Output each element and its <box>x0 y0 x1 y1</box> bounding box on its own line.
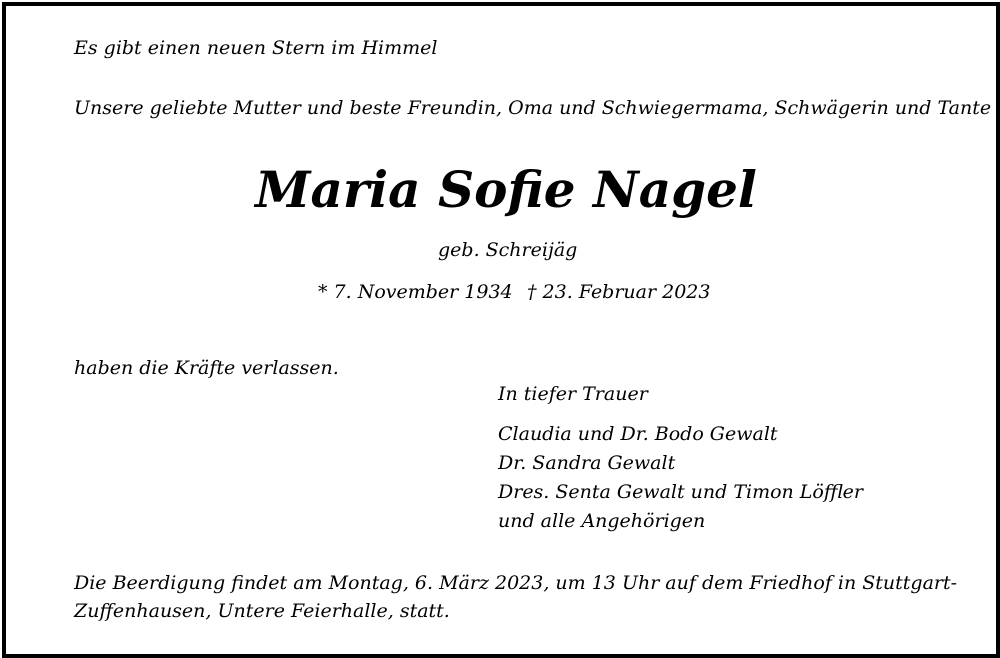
mourner-entry: und alle Angehörigen <box>498 510 706 532</box>
funeral-info-line-2: Zuffenhausen, Untere Feierhalle, statt. <box>74 600 450 622</box>
maiden-name: geb. Schreijäg <box>438 239 578 261</box>
closing-line: haben die Kräfte verlassen. <box>74 357 339 379</box>
deceased-name: Maria Sofie Nagel <box>255 160 757 219</box>
funeral-info-line-1: Die Beerdigung findet am Montag, 6. März 2023, um 13 Uhr auf dem Friedhof in Stuttgart- <box>74 572 958 594</box>
death-date: † 23. Februar 2023 <box>527 281 711 303</box>
intro-line-2: Unsere geliebte Mutter und beste Freundin, Oma und Schwiegermama, Schwägerin und Tante <box>74 97 992 119</box>
mourner-entry: Claudia und Dr. Bodo Gewalt <box>498 423 778 445</box>
birth-date: * 7. November 1934 <box>318 281 513 303</box>
mourner-entry: Dr. Sandra Gewalt <box>498 452 676 474</box>
intro-line-1: Es gibt einen neuen Stern im Himmel <box>74 37 438 59</box>
mourner-entry: Dres. Senta Gewalt und Timon Löffler <box>498 481 863 503</box>
mourners-list <box>498 420 863 536</box>
mourning-phrase: In tiefer Trauer <box>498 383 648 405</box>
